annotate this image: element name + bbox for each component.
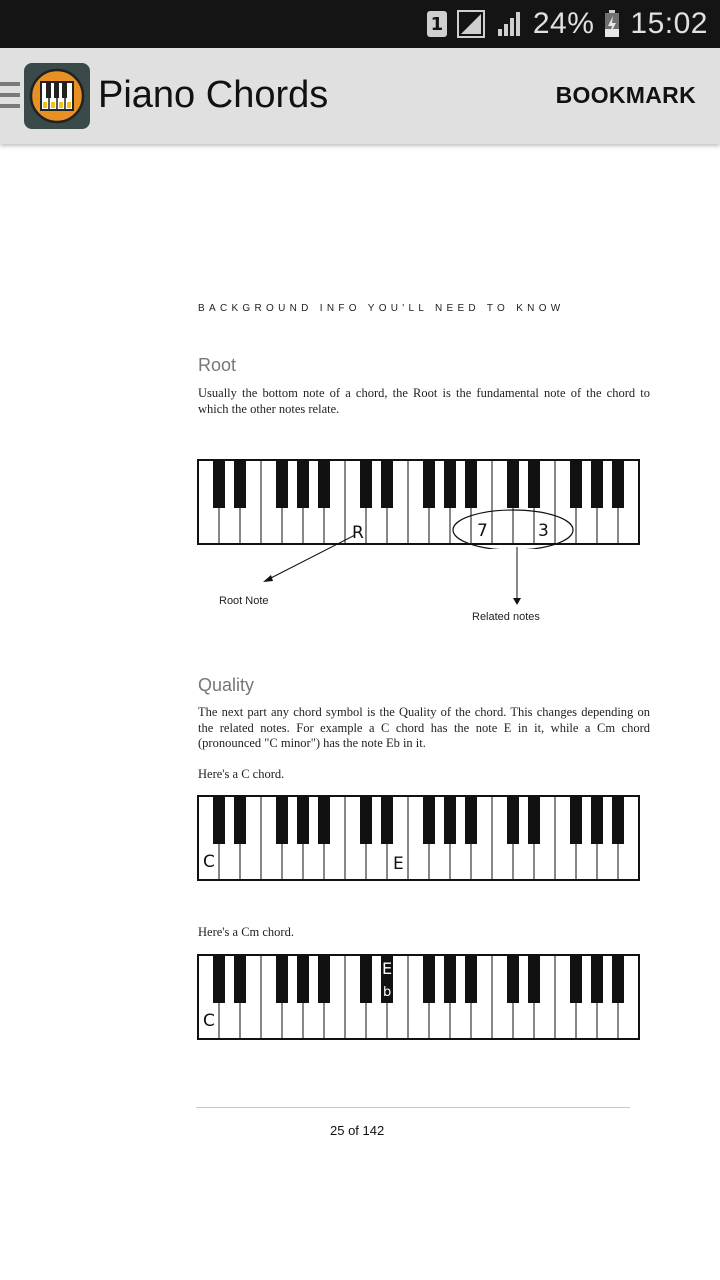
marker-seventh: 7 xyxy=(477,521,488,541)
c-chord-caption: Here's a C chord. xyxy=(198,767,285,781)
black-key xyxy=(276,796,288,844)
cell-signal-icon xyxy=(497,11,523,37)
black-key xyxy=(465,796,477,844)
black-key xyxy=(528,460,540,508)
black-key xyxy=(297,955,309,1003)
black-key xyxy=(444,955,456,1003)
black-key xyxy=(444,796,456,844)
c-chord-mark-c: C xyxy=(203,852,215,872)
black-key xyxy=(318,796,330,844)
black-key xyxy=(570,796,582,844)
black-key xyxy=(276,955,288,1003)
black-key xyxy=(444,460,456,508)
black-key xyxy=(423,460,435,508)
black-key xyxy=(507,460,519,508)
black-key xyxy=(591,460,603,508)
cm-chord-caption: Here's a Cm chord. xyxy=(198,925,294,939)
black-key xyxy=(381,796,393,844)
black-key xyxy=(423,955,435,1003)
black-key xyxy=(528,796,540,844)
root-heading: Root xyxy=(198,355,237,375)
black-key xyxy=(234,796,246,844)
status-bar xyxy=(0,0,720,48)
black-key xyxy=(360,955,372,1003)
battery-charging-icon xyxy=(604,10,620,38)
menu-icon[interactable] xyxy=(0,82,20,110)
page-divider xyxy=(196,1107,630,1108)
black-key xyxy=(213,955,225,1003)
app-title: Piano Chords xyxy=(98,74,329,116)
sim-card-icon: 1 xyxy=(427,11,447,37)
black-key xyxy=(465,460,477,508)
related-notes-label: Related notes xyxy=(472,611,540,623)
battery-percent: 24% xyxy=(532,7,595,40)
black-key xyxy=(297,460,309,508)
signal-strength-icon xyxy=(457,10,487,38)
black-key xyxy=(360,796,372,844)
clock: 15:02 xyxy=(630,7,708,40)
black-key xyxy=(276,460,288,508)
black-key xyxy=(612,796,624,844)
piano-app-icon[interactable] xyxy=(24,63,90,129)
black-key xyxy=(318,955,330,1003)
bookmark-button[interactable]: BOOKMARK xyxy=(555,82,696,108)
root-note-label: Root Note xyxy=(219,595,269,607)
black-key xyxy=(591,796,603,844)
black-key xyxy=(507,796,519,844)
quality-heading: Quality xyxy=(198,675,255,695)
black-key xyxy=(381,460,393,508)
page-indicator: 25 of 142 xyxy=(330,1123,385,1138)
cm-chord-mark-e: E xyxy=(382,959,393,978)
black-key xyxy=(570,955,582,1003)
black-key xyxy=(234,460,246,508)
black-key xyxy=(528,955,540,1003)
black-key xyxy=(507,955,519,1003)
document-page[interactable] xyxy=(0,145,720,1280)
app-bar xyxy=(0,48,720,144)
root-paragraph: Usually the bottom note of a chord, the Root is the fundamental note of the chord to which the other notes relate. xyxy=(198,386,650,416)
marker-third: 3 xyxy=(538,521,549,541)
black-key xyxy=(360,460,372,508)
cm-chord-mark-flat: b xyxy=(383,985,392,1000)
black-key xyxy=(423,796,435,844)
black-key xyxy=(318,460,330,508)
black-key xyxy=(213,796,225,844)
c-chord-keyboard xyxy=(197,795,643,885)
quality-paragraph: The next part any chord symbol is the Quality of the chord. This changes depending on the related notes. For example a C chord has the note E in it, while a Cm chord (pronounced "C minor") has the note Eb in it. xyxy=(198,705,650,750)
black-key xyxy=(570,460,582,508)
root-marker: R xyxy=(352,523,364,543)
c-chord-mark-e: E xyxy=(393,854,404,874)
black-key xyxy=(213,460,225,508)
section-kicker: BACKGROUND INFO YOU'LL NEED TO KNOW xyxy=(198,303,565,314)
cm-chord-mark-c: C xyxy=(203,1011,215,1031)
black-key xyxy=(297,796,309,844)
black-key xyxy=(465,955,477,1003)
black-key xyxy=(591,955,603,1003)
black-key xyxy=(612,460,624,508)
black-key xyxy=(234,955,246,1003)
cm-chord-keyboard xyxy=(197,954,643,1044)
black-key xyxy=(612,955,624,1003)
